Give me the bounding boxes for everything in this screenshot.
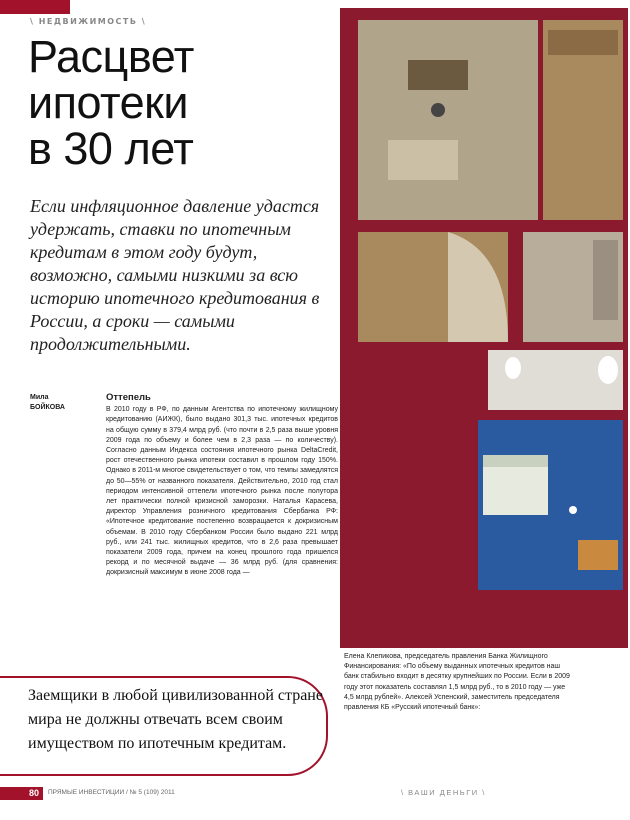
magazine-name: ПРЯМЫЕ ИНВЕСТИЦИИ / № 5 (109) 2011 xyxy=(48,789,175,796)
author-last-name: БОЙКОВА xyxy=(30,404,65,411)
headline-line-3: в 30 лет xyxy=(28,123,194,174)
pillows xyxy=(483,455,548,467)
shelf xyxy=(548,30,618,55)
article-column-1 xyxy=(106,393,338,579)
desk xyxy=(408,60,468,90)
floor-plan-illustration xyxy=(338,0,630,652)
headline-line-2: ипотеки xyxy=(28,77,188,128)
section-tag: \ НЕДВИЖИМОСТЬ \ xyxy=(30,17,147,26)
headline xyxy=(28,31,194,174)
page-number: 80 xyxy=(0,787,43,800)
dresser xyxy=(578,540,618,570)
office-floor xyxy=(358,20,538,220)
footer-section: \ ВАШИ ДЕНЬГИ \ xyxy=(401,788,486,797)
toilet xyxy=(505,357,521,379)
ball xyxy=(569,506,577,514)
top-accent-bar xyxy=(0,0,70,14)
cabinet xyxy=(593,240,618,320)
headline-line-1: Расцвет xyxy=(28,31,194,82)
bottom-wall xyxy=(340,600,628,648)
subheading: Оттепель xyxy=(106,392,151,403)
author-byline xyxy=(30,393,65,413)
office-chair xyxy=(431,103,445,117)
rug xyxy=(388,140,458,180)
author-first-name: Мила xyxy=(30,394,49,401)
lead-paragraph: Если инфляционное давление удастся удержать, ставки по ипотечным кредитам в этом году будут, возможно, самыми низкими за всю историю ипотечного кредитования в России, а сроки — самыми продолжительными. xyxy=(30,196,320,354)
sink xyxy=(598,356,618,384)
article-column-3: Елена Клепикова, председатель правления Банка Жилищного Финансирования: «По объему выданных ипотечных кредитов наш банк стабильно входит в десятку крупнейших по России. Если в 2009 году этот показатель составлял 1,5 млрд руб., то в 2010 году — уже 4,5 млрд рублей». Алексей Успенский, заместитель председателя правления КБ «Русский ипотечный банк»: xyxy=(344,653,570,712)
column-1-text: В 2010 году в РФ, по данным Агентства по ипотечному жилищному кредитованию (АИЖК), было выдано 301,3 тыс. ипотечных кредитов на общую сумму в 379,4 млрд руб. (что почти в 2,5 раза выше уровня 2009 года по объему и более чем в 2,3 раза — по количеству). Согласно данным Индекса состояния ипотечного рынка DeltaCredit, рост отечественного рынка ипотеки составил в прошлом году 150%. Однако в 2011-м многое свидетельствует о том, что темпы замедлятся до 50—55% от названного показателя. Действительно, 2010 год стал периодом интенсивной оттепели ипотечного рынка после полутора лет практически полной кризисной заморозки. Наталья Карасева, директор Управления розничного кредитования Сбербанка РФ: «Ипотечное кредитование постепенно возвращается к докризисным объемам. В 2010 году Сбербанком России было выдано 221 млрд руб., или 241 тыс. жилищных кредитов, что в 2,6 раза превышает показатели 2009 года, причем на конец прошлого года пришелся рекорд и по месячной выдаче — 36 млрд руб. (для сравнения: докризисный максимум в июне 2008 года — xyxy=(106,406,338,577)
pull-quote-text: Заемщики в любой цивилизованной стране мира не должны отвечать всем своим имуществом по ипотечным кредитам. xyxy=(28,687,323,752)
